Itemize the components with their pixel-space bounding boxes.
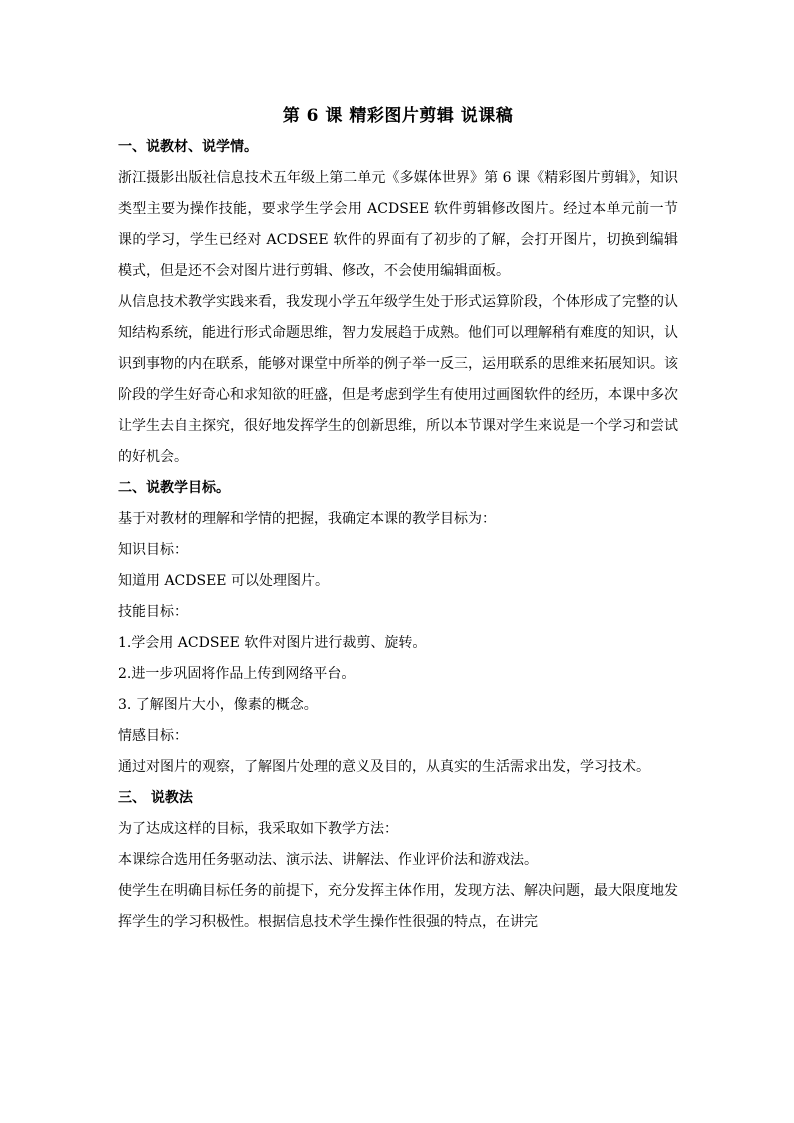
paragraph: 情感目标：: [118, 728, 188, 744]
section-teaching-material: [118, 132, 678, 473]
paragraph: 技能目标：: [118, 604, 188, 620]
section-heading: 二、说教学目标。: [118, 480, 230, 496]
section-teaching-goals: [118, 473, 678, 783]
paragraph: 浙江摄影出版社信息技术五年级上第二单元《多媒体世界》第 6 课《精彩图片剪辑》，知识类型主要为操作技能，要求学生学会用 ACDSEE 软件剪辑修改图片。经过本单元前一节课的学习，学生已经对 ACDSEE 软件的界面有了初步的了解，会打开图片，切换到编辑模式，但是还不会对图片进行剪辑、修改，不会使用编辑面板。: [118, 170, 678, 279]
paragraph: 知道用 ACDSEE 可以处理图片。: [118, 573, 329, 589]
section-teaching-methods: [118, 783, 678, 938]
paragraph: 本课综合选用任务驱动法、演示法、讲解法、作业评价法和游戏法。: [118, 852, 538, 868]
paragraph: 通过对图片的观察，了解图片处理的意义及目的，从真实的生活需求出发，学习技术。: [118, 759, 650, 775]
paragraph: 2.进一步巩固将作品上传到网络平台。: [118, 666, 356, 682]
paragraph: 基于对教材的理解和学情的把握，我确定本课的教学目标为：: [118, 511, 496, 527]
paragraph: 3. 了解图片大小，像素的概念。: [118, 697, 318, 713]
paragraph: 从信息技术教学实践来看，我发现小学五年级学生处于形式运算阶段，个体形成了完整的认知结构系统，能进行形式命题思维，智力发展趋于成熟。他们可以理解稍有难度的知识，认识到事物的内在联系，能够对课堂中所举的例子举一反三，运用联系的思维来拓展知识。该阶段的学生好奇心和求知欲的旺盛，但是考虑到学生有使用过画图软件的经历，本课中多次让学生去自主探究，很好地发挥学生的创新思维，所以本节课对学生来说是一个学习和尝试的好机会。: [118, 294, 678, 465]
section-heading: 一、说教材、说学情。: [118, 139, 258, 155]
paragraph: 为了达成这样的目标，我采取如下教学方法：: [118, 821, 398, 837]
document-page: [118, 100, 678, 938]
paragraph: 使学生在明确目标任务的前提下，充分发挥主体作用，发现方法、解决问题，最大限度地发挥学生的学习积极性。根据信息技术学生操作性很强的特点，在讲完: [118, 883, 678, 930]
section-heading: 三、 说教法: [118, 790, 193, 806]
document-title: 第 6 课 精彩图片剪辑 说课稿: [282, 106, 514, 126]
paragraph: 1.学会用 ACDSEE 软件对图片进行裁剪、旋转。: [118, 635, 427, 651]
paragraph: 知识目标：: [118, 542, 188, 558]
